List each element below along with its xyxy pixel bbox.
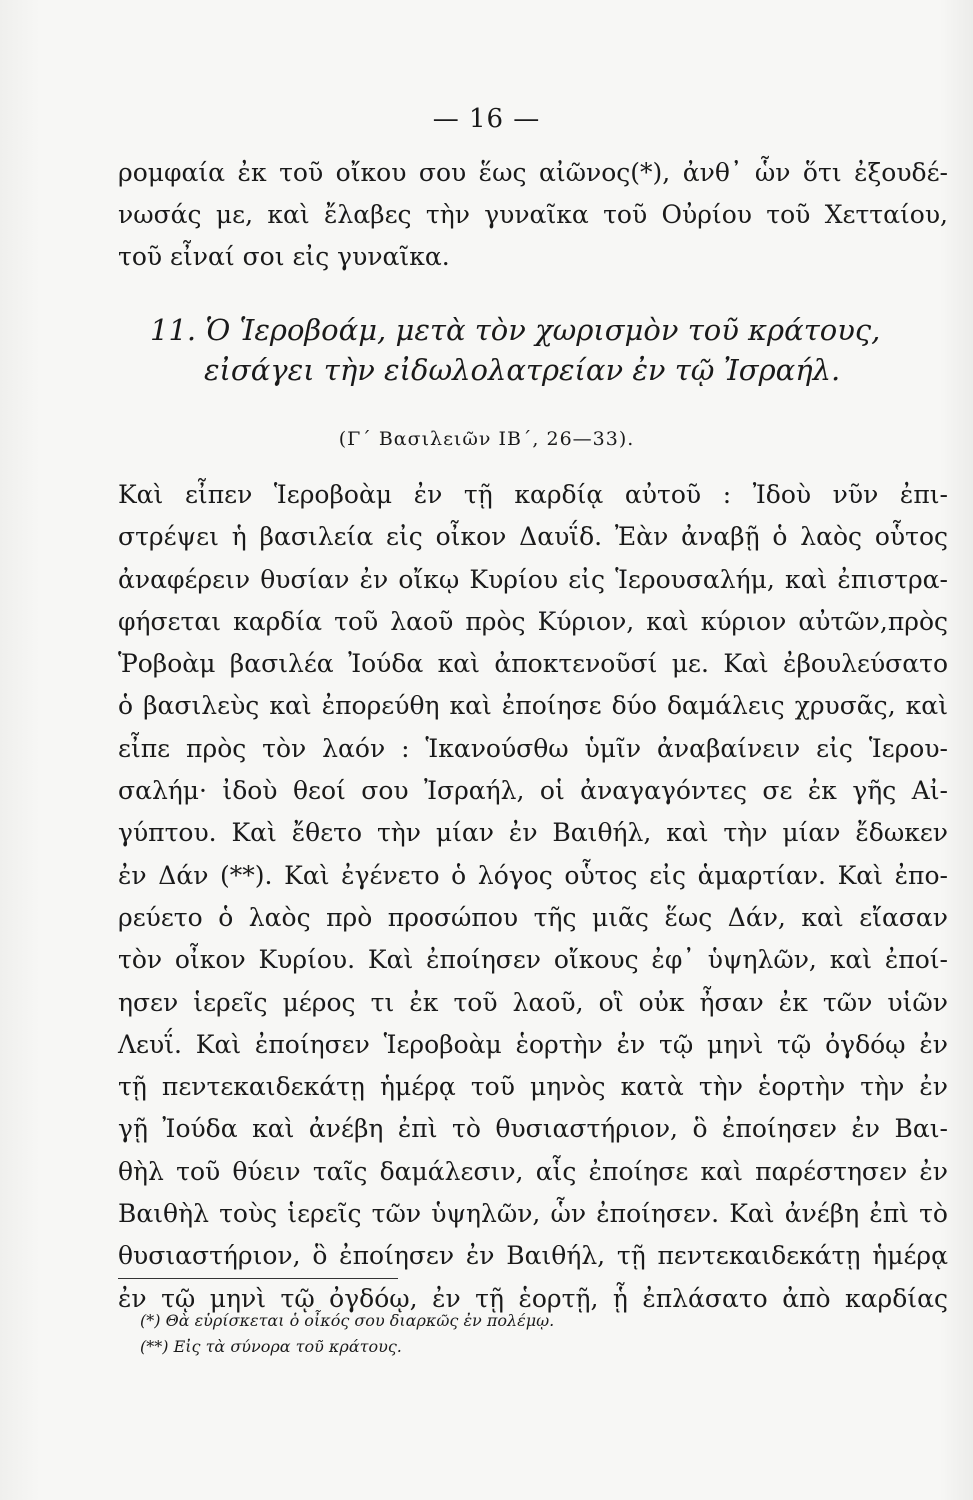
text-line: γῇ Ἰούδα καὶ ἀνέβη ἐπὶ τὸ θυσιαστήριον, ὃ ἐποίησεν ἐν Βαι- — [118, 1114, 948, 1144]
footnotes — [140, 1308, 840, 1360]
text-line: γύπτου. Καὶ ἔθετο τὴν μίαν ἐν Βαιθήλ, καὶ τὴν μίαν ἔδωκεν — [118, 818, 948, 848]
section-heading-line-2: εἰσάγει τὴν εἰδωλολατρείαν ἐν τῷ Ἰσραήλ. — [204, 353, 841, 387]
text-line: τοῦ εἶναί σοι εἰς γυναῖκα. — [118, 242, 450, 271]
scripture-reference: (Γ´ Βασιλειῶν ΙΒ´, 26—33). — [338, 428, 635, 450]
text-line: στρέψει ἡ βασιλεία εἰς οἶκον Δαυΐδ. Ἐὰν ἀναβῇ ὁ λαὸς οὗτος — [118, 522, 948, 552]
text-line: ὁ βασιλεὺς καὶ ἐπορεύθη καὶ ἐποίησε δύο δαμάλεις χρυσᾶς, καὶ — [118, 691, 948, 721]
text-line: Ῥοβοὰμ βασιλέα Ἰούδα καὶ ἀποκτενοῦσί με. Καὶ ἐβουλεύσατο — [118, 649, 948, 679]
text-line: θὴλ τοῦ θύειν ταῖς δαμάλεσιν, αἷς ἐποίησε καὶ παρέστησεν ἐν — [118, 1156, 948, 1186]
text-line: τὸν οἶκον Κυρίου. Καὶ ἐποίησεν οἴκους ἐφ᾽ ὑψηλῶν, καὶ ἐποί- — [118, 945, 948, 975]
page-number: — 16 — — [432, 104, 541, 134]
main-paragraph — [118, 474, 948, 1320]
text-line: τῇ πεντεκαιδεκάτῃ ἡμέρᾳ τοῦ μηνὸς κατὰ τὴν ἑορτὴν τὴν ἐν — [118, 1072, 948, 1102]
intro-paragraph — [118, 152, 948, 278]
text-line: νωσάς με, καὶ ἔλαβες τὴν γυναῖκα τοῦ Οὐρίου τοῦ Χετταίου, — [118, 200, 948, 229]
text-line: ἀναφέρειν θυσίαν ἐν οἴκῳ Κυρίου εἰς Ἱερουσαλήμ, καὶ ἐπιστρα- — [118, 564, 948, 594]
section-heading-line-1: 11. Ὁ Ἱεροβοάμ, μετὰ τὸν χωρισμὸν τοῦ κράτους, — [150, 313, 881, 347]
text-line: ρομφαία ἐκ τοῦ οἴκου σου ἕως αἰῶνος(*), ἀνθ᾽ ὧν ὅτι ἐξουδέ- — [118, 158, 948, 187]
footnote-2: (**) Εἰς τὰ σύνορα τοῦ κράτους. — [140, 1337, 402, 1356]
text-line: Καὶ εἶπεν Ἱεροβοὰμ ἐν τῇ καρδίᾳ αὐτοῦ : Ἰδοὺ νῦν ἐπι- — [118, 480, 948, 509]
text-line: εἶπε πρὸς τὸν λαόν : Ἱκανούσθω ὑμῖν ἀναβαίνειν εἰς Ἱερου- — [118, 733, 948, 763]
text-line: σαλήμ· ἰδοὺ θεοί σου Ἰσραήλ, οἱ ἀναγαγόντες σε ἐκ γῆς Αἰ- — [118, 776, 948, 806]
text-line: ρεύετο ὁ λαὸς πρὸ προσώπου τῆς μιᾶς ἕως Δάν, καὶ εἴασαν — [118, 902, 948, 932]
text-line: ἐν τῷ μηνὶ τῷ ὀγδόῳ, ἐν τῇ ἑορτῇ, ᾗ ἐπλάσατο ἀπὸ καρδίας — [118, 1283, 948, 1313]
footnote-divider — [118, 1278, 398, 1279]
footnote-1: (*) Θὰ εὑρίσκεται ὁ οἶκός σου διαρκῶς ἐν πολέμῳ. — [140, 1311, 555, 1330]
text-line: ησεν ἱερεῖς μέρος τι ἐκ τοῦ λαοῦ, οἳ οὐκ ἦσαν ἐκ τῶν υἱῶν — [118, 987, 948, 1017]
text-line: ἐν Δάν (**). Καὶ ἐγένετο ὁ λόγος οὗτος εἰς ἁμαρτίαν. Καὶ ἐπο- — [118, 860, 948, 890]
text-line: θυσιαστήριον, ὃ ἐποίησεν ἐν Βαιθήλ, τῇ πεντεκαιδεκάτῃ ἡμέρᾳ — [118, 1241, 948, 1271]
text-line: φήσεται καρδία τοῦ λαοῦ πρὸς Κύριον, καὶ κύριον αὐτῶν,πρὸς — [118, 606, 948, 636]
section-heading — [150, 310, 940, 390]
text-line: Βαιθὴλ τοὺς ἱερεῖς τῶν ὑψηλῶν, ὧν ἐποίησεν. Καὶ ἀνέβη ἐπὶ τὸ — [118, 1199, 948, 1229]
text-line: Λευΐ. Καὶ ἐποίησεν Ἱεροβοὰμ ἑορτὴν ἐν τῷ μηνὶ τῷ ὀγδόῳ ἐν — [118, 1029, 948, 1059]
